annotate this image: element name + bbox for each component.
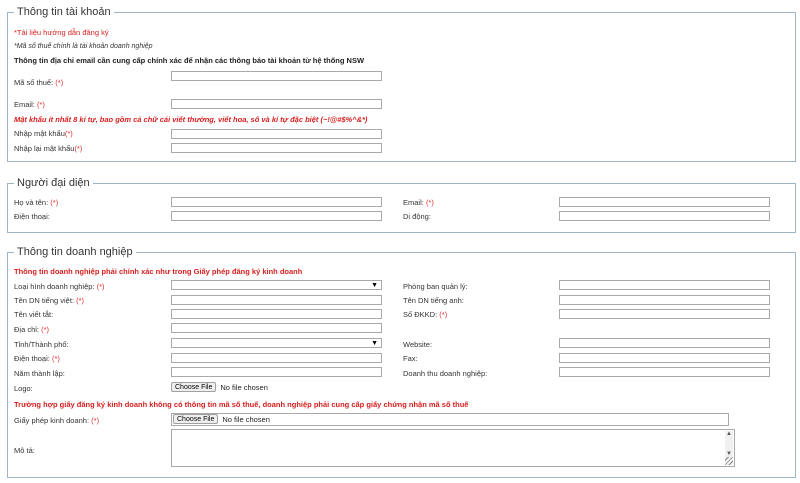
license-notice: Thông tin doanh nghiệp phải chính xác như trong Giấy phép đăng ký kinh doanh [14,267,303,276]
reg-no-input[interactable] [559,309,770,319]
email-notice: Thông tin địa chỉ email cần cung cấp chính xác để nhận các thông báo tài khoản từ hệ thống NSW [14,56,365,65]
revenue-label: Doanh thu doanh nghiệp: [403,369,488,378]
address-input[interactable] [171,323,382,333]
rep-phone-input[interactable] [171,211,382,221]
representative-section [7,177,796,233]
name-vn-label: Tên DN tiếng việt: (*) [14,296,85,305]
tax-cert-notice: Trường hợp giấy đăng ký kinh doanh không có thông tin mã số thuế, doanh nghiệp phải cung cấp giấy chứng nhận mã số thuế [14,400,469,409]
rep-email-input[interactable] [559,197,770,207]
tax-code-label: Mã số thuế: (*) [14,78,64,87]
account-email-input[interactable] [171,99,382,109]
tax-code-input[interactable] [171,71,382,81]
password-label: Nhập mật khẩu(*) [14,129,73,138]
license-choose-file-button[interactable]: Choose File [173,414,218,424]
logo-label: Logo: [14,384,33,393]
dept-label: Phòng ban quản lý: [403,282,468,291]
website-label: Website: [403,340,433,349]
chevron-down-icon: ▼ [371,340,378,347]
license-file-field [171,413,729,426]
business-phone-label: Điện thoại: (*) [14,354,60,363]
rep-mobile-input[interactable] [559,211,770,221]
name-vn-input[interactable] [171,295,382,305]
rep-email-label: Email: (*) [403,198,434,207]
confirm-password-input[interactable] [171,143,382,153]
business-section-title: Thông tin doanh nghiệp [14,245,136,259]
rep-mobile-label: Di động: [403,212,431,221]
dept-input[interactable] [559,280,770,290]
business-phone-input[interactable] [171,353,382,363]
description-label: Mô tả: [14,446,35,455]
representative-section-title: Người đại diện [14,176,93,190]
short-name-input[interactable] [171,309,382,319]
fax-input[interactable] [559,353,770,363]
address-label: Địa chỉ: (*) [14,325,50,334]
account-section-title: Thông tin tài khoản [14,5,114,19]
password-input[interactable] [171,129,382,139]
province-label: Tỉnh/Thành phố: [14,340,69,349]
account-section [7,6,796,162]
fax-label: Fax: [403,354,418,363]
registration-guide-link[interactable]: *Tài liệu hướng dẫn đăng ký [14,28,109,37]
password-rule: Mật khẩu ít nhất 8 kí tự, bao gồm cả chữ cái viết thường, viết hoa, số và kí tự đặc biệt (~!@#$%^&*) [14,115,368,124]
revenue-input[interactable] [559,367,770,377]
tax-code-note: *Mã số thuế chính là tài khoản doanh nghiệp [14,43,153,50]
rep-phone-label: Điện thoại: [14,212,50,221]
business-type-label: Loại hình doanh nghiệp: (*) [14,282,105,291]
logo-file-status: No file chosen [220,383,268,392]
account-email-label: Email: (*) [14,100,45,109]
chevron-down-icon: ▼ [371,282,378,289]
website-input[interactable] [559,338,770,348]
reg-no-label: Số ĐKKD: (*) [403,310,448,319]
founded-label: Năm thành lập: [14,369,65,378]
confirm-password-label: Nhập lại mật khẩu(*) [14,144,83,153]
license-file-input[interactable] [173,414,270,425]
license-file-status: No file chosen [222,415,270,424]
name-en-input[interactable] [559,295,770,305]
rep-name-input[interactable] [171,197,382,207]
name-en-label: Tên DN tiếng anh: [403,296,464,305]
founded-input[interactable] [171,367,382,377]
province-select[interactable] [171,338,382,348]
logo-choose-file-button[interactable]: Choose File [171,382,216,392]
license-label: Giấy phép kinh doanh: (*) [14,416,100,425]
resize-handle-icon[interactable] [725,457,733,465]
scroll-up-icon[interactable]: ▲ [726,431,732,437]
scroll-down-icon[interactable]: ▼ [726,451,732,457]
rep-name-label: Họ và tên: (*) [14,198,59,207]
logo-file-input[interactable] [171,382,268,393]
description-textarea[interactable] [171,429,735,467]
short-name-label: Tên viết tắt: [14,310,54,319]
business-type-select[interactable] [171,280,382,290]
